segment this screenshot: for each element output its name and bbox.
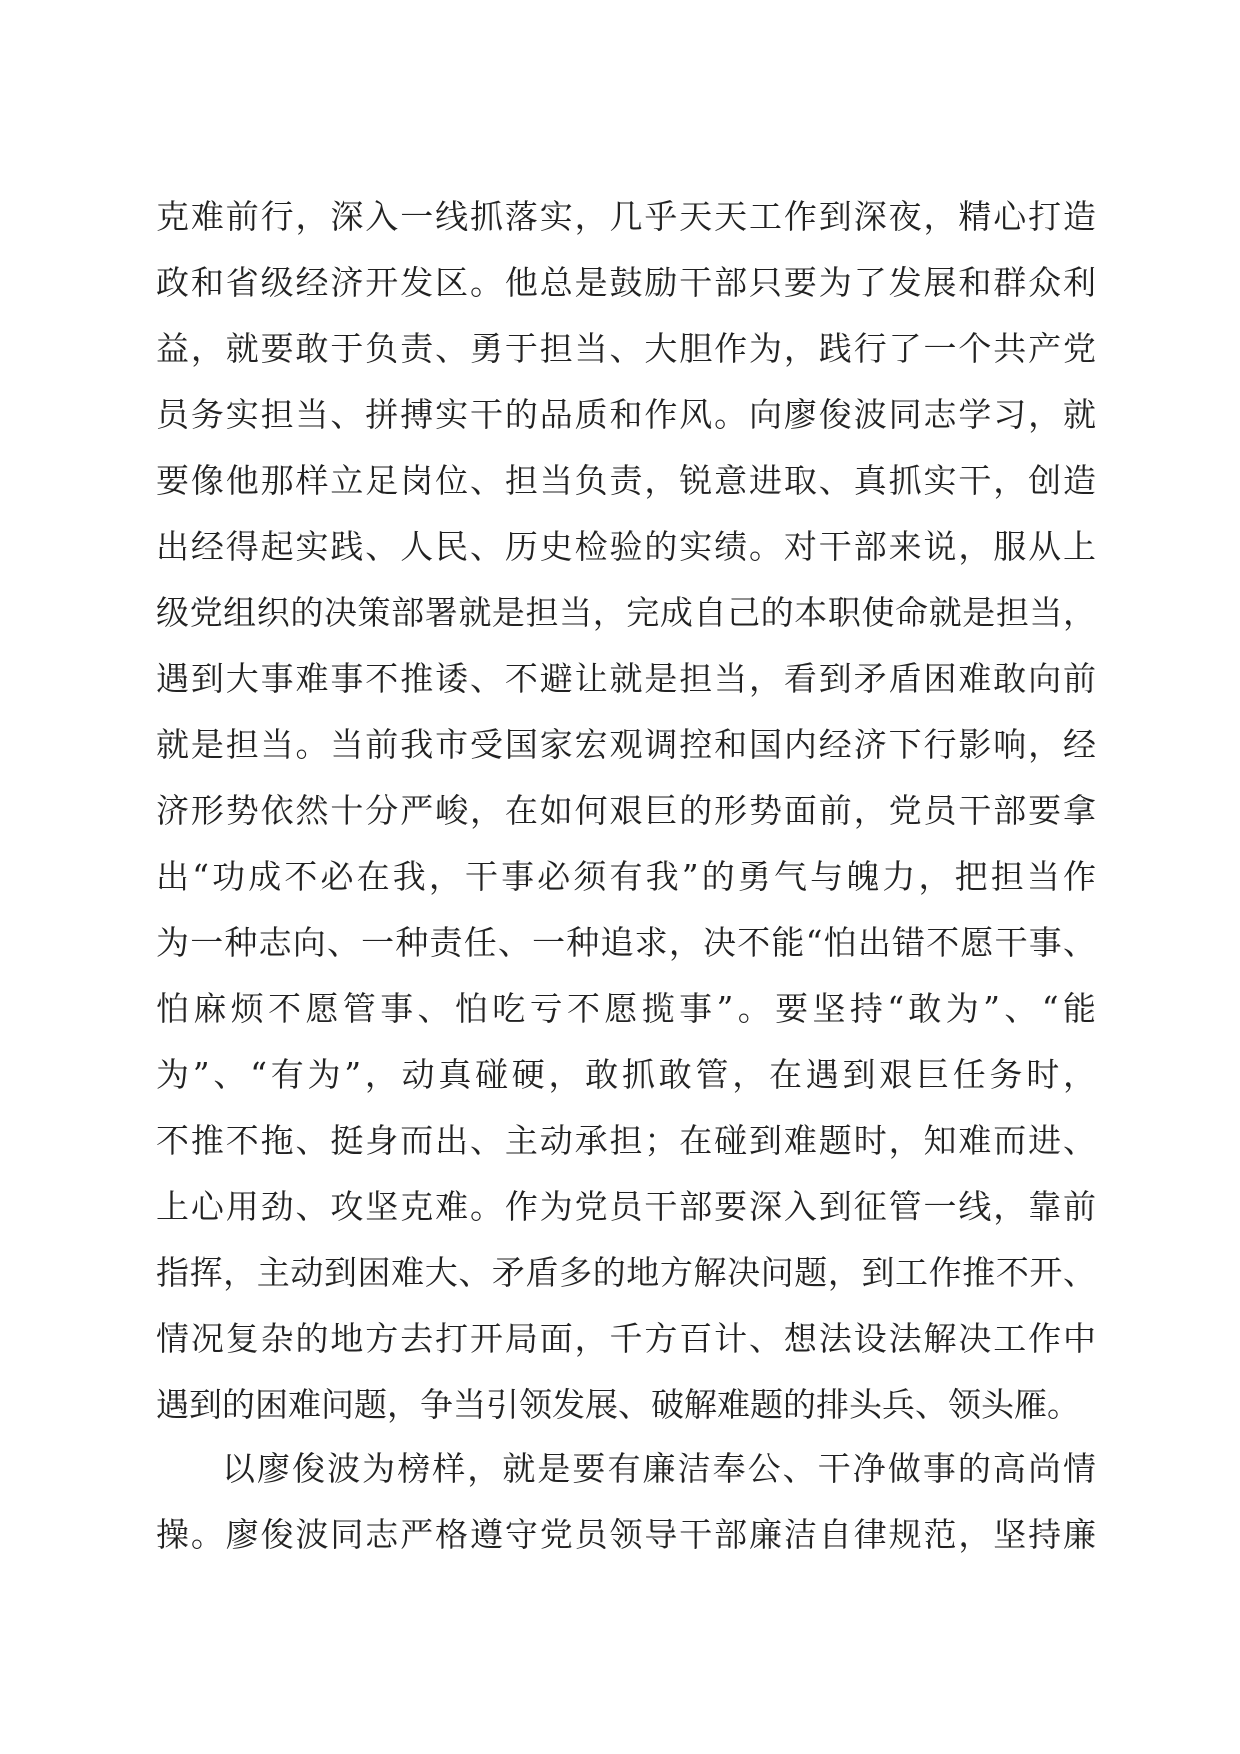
text-line: 上心用劲、攻坚克难。作为党员干部要深入到征管一线，靠前 [156,1187,1096,1226]
text-line: 不推不拖、挺身而出、主动承担；在碰到难题时，知难而进、 [156,1121,1096,1160]
text-line: 员务实担当、拼搏实干的品质和作风。向廖俊波同志学习，就 [156,395,1096,434]
text-line: 为”、“有为”，动真碰硬，敢抓敢管，在遇到艰巨任务时， [156,1055,1096,1094]
text-line: 级党组织的决策部署就是担当，完成自己的本职使命就是担当， [156,593,1096,632]
text-line: 为一种志向、一种责任、一种追求，决不能“怕出错不愿干事、 [156,923,1096,962]
text-line: 克难前行，深入一线抓落实，几乎天天工作到深夜，精心打造 [156,197,1096,236]
paragraph-2 [156,1436,1096,1568]
text-line: 出经得起实践、人民、历史检验的实绩。对干部来说，服从上 [156,527,1096,566]
text-line: 怕麻烦不愿管事、怕吃亏不愿揽事”。要坚持“敢为”、“能 [156,989,1096,1028]
text-line: 益，就要敢于负责、勇于担当、大胆作为，践行了一个共产党 [156,329,1096,368]
text-line: 政和省级经济开发区。他总是鼓励干部只要为了发展和群众利 [156,263,1096,302]
text-line: 遇到的困难问题，争当引领发展、破解难题的排头兵、领头雁。 [156,1385,1080,1424]
text-line: 济形势依然十分严峻，在如何艰巨的形势面前，党员干部要拿 [156,791,1096,830]
text-line: 要像他那样立足岗位、担当负责，锐意进取、真抓实干，创造 [156,461,1096,500]
paragraph-1 [156,184,1096,1438]
text-line: 情况复杂的地方去打开局面，千方百计、想法设法解决工作中 [156,1319,1096,1358]
text-line: 以廖俊波为榜样，就是要有廉洁奉公、干净做事的高尚情 [222,1449,1096,1488]
text-line: 出“功成不必在我，干事必须有我”的勇气与魄力，把担当作 [156,857,1096,896]
text-line: 就是担当。当前我市受国家宏观调控和国内经济下行影响，经 [156,725,1096,764]
text-line: 操。廖俊波同志严格遵守党员领导干部廉洁自律规范，坚持廉 [156,1515,1096,1554]
text-line: 遇到大事难事不推诿、不避让就是担当，看到矛盾困难敢向前 [156,659,1096,698]
text-line: 指挥，主动到困难大、矛盾多的地方解决问题，到工作推不开、 [156,1253,1096,1292]
